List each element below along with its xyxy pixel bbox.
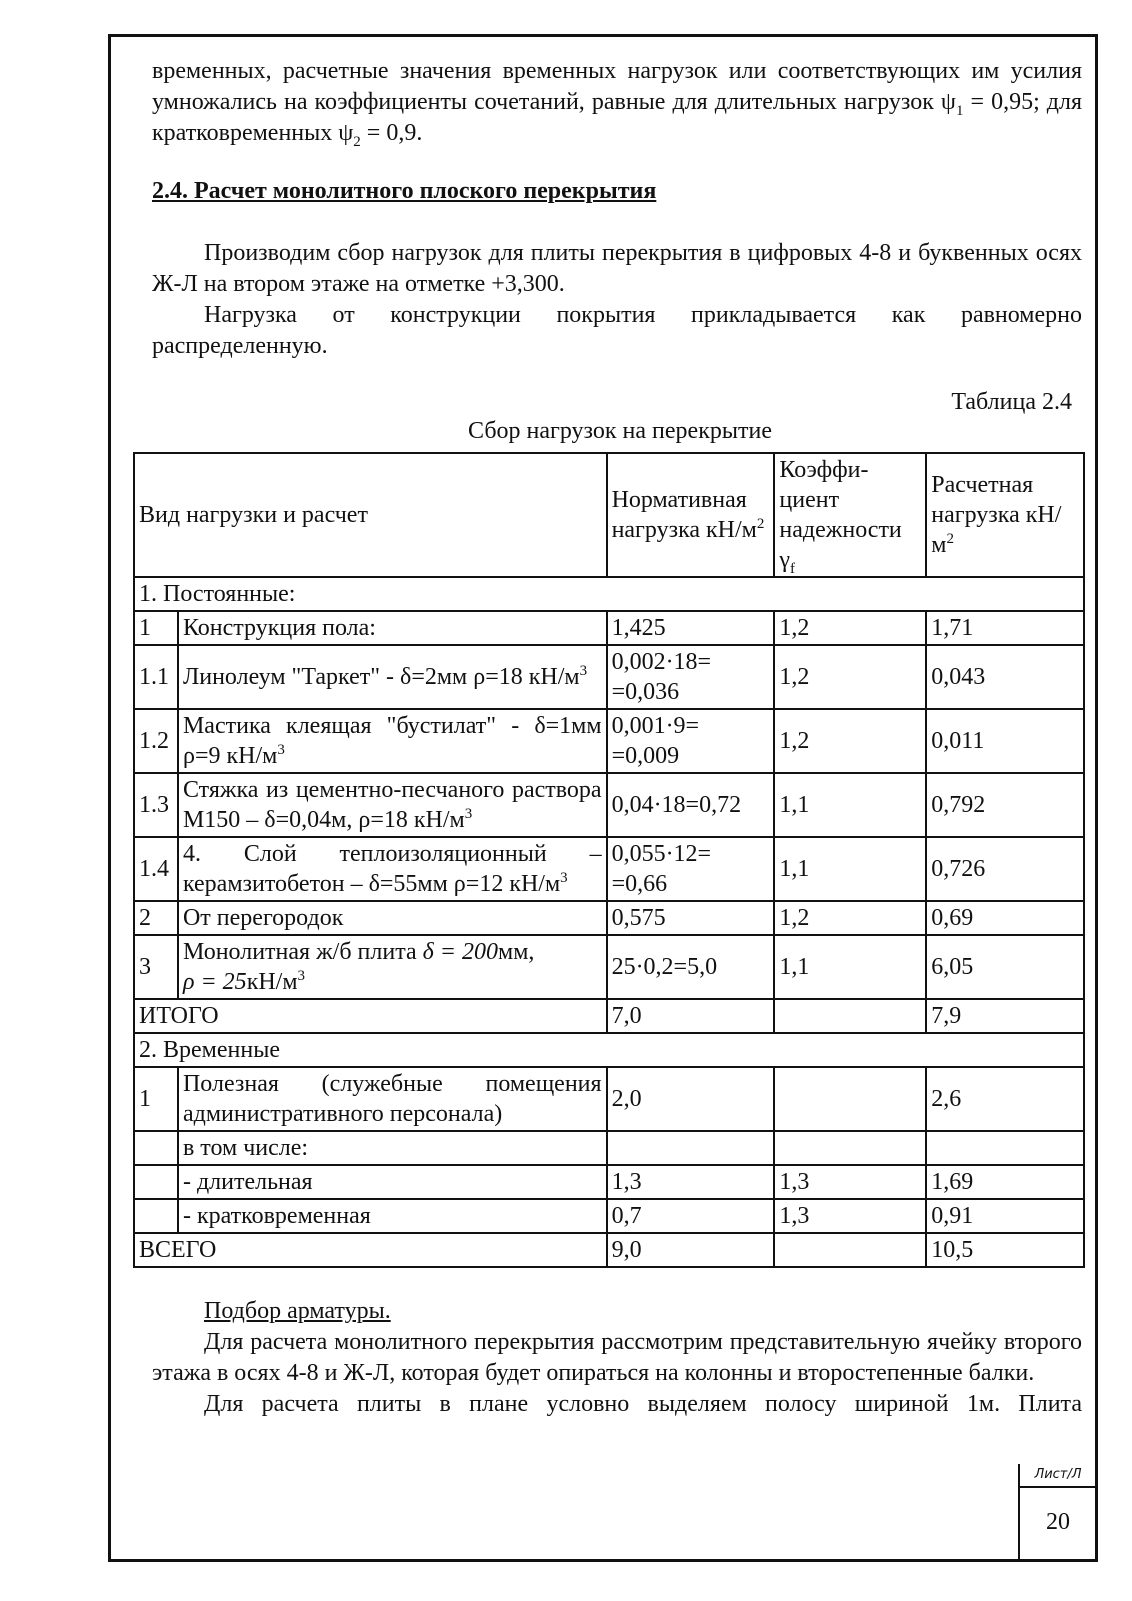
table-number: Таблица 2.4 [951, 389, 1072, 415]
row-name-text: 4. Слой теплоизоляционный – керамзитобетон – δ=55мм ρ=12 кН/м [182, 841, 602, 897]
row-number [134, 1199, 178, 1233]
header-design-sup: 2 [946, 531, 954, 547]
row-design: 0,726 [926, 837, 1084, 901]
row-design: 0,043 [926, 645, 1084, 709]
total-label: ИТОГО [134, 999, 607, 1033]
row-name-text: Линолеум "Таркет" - δ=2мм ρ=18 кН/м [182, 664, 580, 690]
row-name-sup: 3 [297, 968, 306, 984]
page-number: 20 [1046, 1509, 1070, 1535]
row-design [926, 1131, 1084, 1165]
row-number: 1.4 [134, 837, 178, 901]
slab-density: ρ = 25 [182, 969, 247, 995]
row-coefficient: 1,2 [774, 645, 926, 709]
row-coefficient: 1,3 [774, 1165, 926, 1199]
group-row-permanent [134, 577, 1084, 611]
reinforcement-section [152, 1296, 1082, 1420]
table-row [134, 935, 1084, 999]
row-name-sup: 3 [464, 806, 473, 822]
table-row [134, 611, 1084, 645]
intro-text-c: = 0,9. [360, 120, 423, 146]
total-normative: 7,0 [607, 999, 775, 1033]
row-name [178, 645, 607, 709]
row-coefficient: 1,1 [774, 935, 926, 999]
header-coefficient-text: Коэффи-циент надежности γ [779, 457, 902, 573]
table-title: Сбор нагрузок на перекрытие [468, 418, 772, 444]
row-design: 0,91 [926, 1199, 1084, 1233]
row-name [178, 837, 607, 901]
row-number [134, 1131, 178, 1165]
table-row [134, 645, 1084, 709]
row-coefficient: 1,2 [774, 611, 926, 645]
total-design: 7,9 [926, 999, 1084, 1033]
row-design: 6,05 [926, 935, 1084, 999]
row-coefficient: 1,1 [774, 773, 926, 837]
row-name-text: От перегородок [182, 905, 344, 931]
row-normative [607, 1131, 775, 1165]
intro-paragraph [152, 56, 1082, 149]
table-row [134, 1199, 1084, 1233]
row-name-text: Стяжка из цементно-песчаного раствора М150 – δ=0,04м, ρ=18 кН/м [182, 777, 602, 833]
group-temporary-label: 2. Временные [134, 1033, 1084, 1067]
row-normative: 1,3 [607, 1165, 775, 1199]
row-name-sup: 3 [579, 663, 588, 679]
row-normative: 0,575 [607, 901, 775, 935]
header-normative [607, 453, 775, 577]
row-normative: 1,425 [607, 611, 775, 645]
row-number: 1 [134, 611, 178, 645]
row-coefficient: 1,2 [774, 901, 926, 935]
sheet-number-box [1018, 1464, 1096, 1559]
table-row [134, 773, 1084, 837]
row-normative: 0,7 [607, 1199, 775, 1233]
header-coefficient [774, 453, 926, 577]
row-name [178, 773, 607, 837]
row-normative: 2,0 [607, 1067, 775, 1131]
table-row [134, 1067, 1084, 1131]
reinforcement-paragraph-1: Для расчета монолитного перекрытия рассмотрим представительную ячейку второго этажа в осях 4-8 и Ж-Л, которая будет опираться на колонны и второстепенные балки. [152, 1329, 1082, 1386]
row-number: 1.2 [134, 709, 178, 773]
total-row-permanent [134, 999, 1084, 1033]
table-header-row [134, 453, 1084, 577]
reinforcement-heading: Подбор арматуры. [204, 1298, 391, 1324]
group-permanent-label: 1. Постоянные: [134, 577, 1084, 611]
header-load-type: Вид нагрузки и расчет [134, 453, 607, 577]
grand-total-label: ВСЕГО [134, 1233, 607, 1267]
row-name: - длительная [178, 1165, 607, 1199]
row-name [178, 935, 607, 999]
psi2-subscript: 2 [353, 133, 361, 150]
row-normative: 0,04·18=0,72 [607, 773, 775, 837]
slab-thickness: δ = 200 [422, 939, 498, 965]
header-normative-text: Нормативная нагрузка кН/м [611, 487, 757, 543]
row-name: в том числе: [178, 1131, 607, 1165]
row-name: Полезная (служебные помещения административного персонала) [178, 1067, 607, 1131]
row-design: 0,011 [926, 709, 1084, 773]
row-normative: 0,001·9= =0,009 [607, 709, 775, 773]
row-number: 3 [134, 935, 178, 999]
row-name-sup: 3 [277, 742, 285, 758]
row-name-text: Монолитная ж/б плита [182, 939, 423, 965]
row-coefficient [774, 1067, 926, 1131]
row-design: 2,6 [926, 1067, 1084, 1131]
row-name-sup: 3 [560, 870, 568, 886]
table-row [134, 1131, 1084, 1165]
section-heading-block [152, 176, 1082, 207]
row-name-text: Мастика клеящая "бустилат" - δ=1мм ρ=9 кН/м [182, 713, 602, 769]
intro-text-b: = 0,95; для кратковременных ψ [152, 89, 1082, 146]
row-design: 1,69 [926, 1165, 1084, 1199]
header-coefficient-sub: f [790, 560, 796, 577]
row-normative: 0,002·18= =0,036 [607, 645, 775, 709]
grand-total-coefficient [774, 1233, 926, 1267]
row-coefficient: 1,1 [774, 837, 926, 901]
row-design: 0,69 [926, 901, 1084, 935]
load-collection-paragraph: Производим сбор нагрузок для плиты перекрытия в цифровых 4-8 и буквенных осях Ж-Л на втором этаже на отметке +3,300. [152, 240, 1082, 297]
row-normative: 25·0,2=5,0 [607, 935, 775, 999]
section-heading: 2.4. Расчет монолитного плоского перекрытия [152, 178, 657, 204]
header-design-text: Расчетная нагрузка кН/м [931, 472, 1062, 558]
row-name [178, 611, 607, 645]
row-number: 1.3 [134, 773, 178, 837]
row-number: 2 [134, 901, 178, 935]
row-name-unit: мм, [498, 939, 535, 965]
row-number: 1 [134, 1067, 178, 1131]
table-row [134, 1165, 1084, 1199]
total-row-all [134, 1233, 1084, 1267]
intro-text-a: временных, расчетные значения временных нагрузок или соответствующих им усилия умножались на коэффициенты сочетаний, равные для длительных нагрузок ψ [152, 58, 1082, 115]
load-distribution-paragraph: Нагрузка от конструкции покрытия прикладывается как равномерно распределенную. [152, 302, 1082, 359]
row-number: 1.1 [134, 645, 178, 709]
table-row [134, 709, 1084, 773]
row-coefficient: 1,3 [774, 1199, 926, 1233]
psi1-subscript: 1 [955, 102, 964, 119]
total-coefficient [774, 999, 926, 1033]
header-design [926, 453, 1084, 577]
table-row [134, 901, 1084, 935]
group-row-temporary [134, 1033, 1084, 1067]
grand-total-design: 10,5 [926, 1233, 1084, 1267]
table-row [134, 837, 1084, 901]
sheet-label: Лист/Л [1020, 1464, 1096, 1488]
row-name: - кратковременная [178, 1199, 607, 1233]
row-coefficient: 1,2 [774, 709, 926, 773]
row-name-unit-2: кН/м [246, 969, 298, 995]
row-name [178, 709, 607, 773]
loads-table [133, 452, 1085, 1268]
header-normative-sup: 2 [756, 516, 765, 532]
row-number [134, 1165, 178, 1199]
grand-total-normative: 9,0 [607, 1233, 775, 1267]
row-name-text: Конструкция пола: [182, 615, 376, 641]
reinforcement-paragraph-2: Для расчета плиты в плане условно выделяем полосу шириной 1м. Плита [204, 1391, 1082, 1417]
row-coefficient [774, 1131, 926, 1165]
row-design: 0,792 [926, 773, 1084, 837]
row-name [178, 901, 607, 935]
row-design: 1,71 [926, 611, 1084, 645]
section-body [152, 238, 1082, 362]
row-normative: 0,055·12= =0,66 [607, 837, 775, 901]
